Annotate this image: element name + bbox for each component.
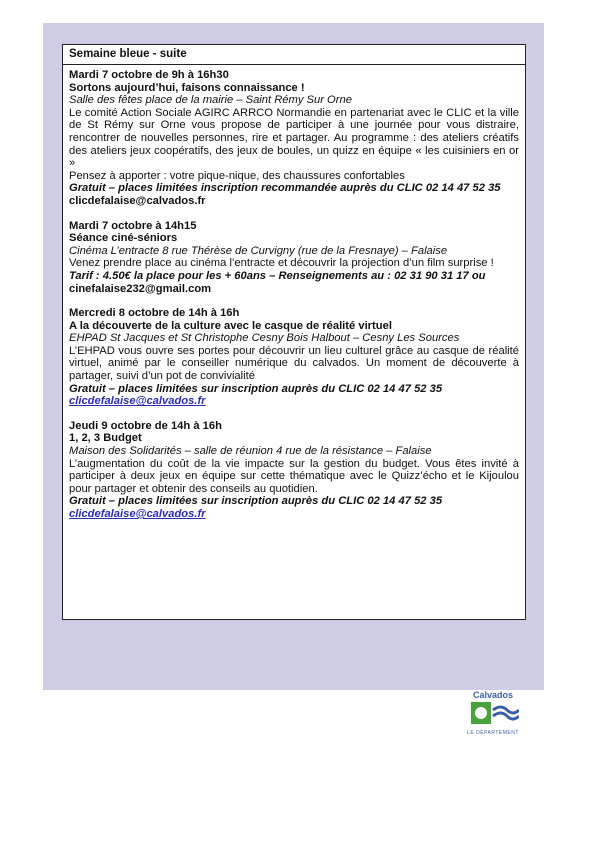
event-place: Cinéma L’entracte 8 rue Thérèse de Curvigny (rue de la Fresnaye) – Falaise — [69, 244, 448, 257]
event-info-text: Tarif : 4.50€ la place pour les + 60ans – Renseignements au : 02 31 90 31 17 ou — [69, 269, 486, 282]
event-date: Mardi 7 octobre de 9h à 16h30 — [69, 69, 229, 81]
logo-name: Calvados — [472, 690, 514, 700]
event-title: 1, 2, 3 Budget — [69, 432, 142, 445]
event-email: cinefalaise232@gmail.com — [69, 282, 212, 295]
program-box — [62, 44, 526, 620]
event-date: Mardi 7 octobre à 14h15 — [69, 219, 197, 232]
event-date: Jeudi 9 octobre de 14h à 16h — [69, 419, 222, 432]
event-title: A la découverte de la culture avec le casque de réalité virtuel — [69, 319, 392, 332]
event-description: L’augmentation du coût de la vie impacte sur la gestion du budget. Vous êtes invité à participer à deux jeux en équipe sur cette thématique avec le Quizz’écho et le Kijoulou pour partager et obtenir des conseils au quotidien. — [69, 457, 519, 495]
event-title: Séance ciné-séniors — [69, 232, 178, 245]
calvados-emblem-icon — [467, 701, 519, 725]
box-header: Semaine bleue - suite — [63, 45, 525, 65]
event-info-text: Gratuit – places limitées inscription recommandée auprès du CLIC 02 14 47 52 35 — [69, 182, 501, 195]
event-item — [69, 420, 519, 521]
event-extra: Pensez à apporter : votre pique-nique, des chaussures confortables — [69, 169, 405, 182]
event-email-link[interactable]: clicdefalaise@calvados.fr — [69, 508, 206, 520]
event-info: Gratuit – places limitées sur inscription auprès du CLIC 02 14 47 52 35 — [69, 382, 443, 395]
events-list — [63, 69, 525, 521]
event-item — [69, 307, 519, 408]
event-email: clicdefalaise@calvados.fr — [69, 194, 206, 207]
event-date: Mercredi 8 octobre de 14h à 16h — [69, 307, 240, 320]
event-description: Le comité Action Sociale AGIRC ARRCO Normandie en partenariat avec le CLIC et la ville de St Rémy sur Orne vous propose de participer à une journée pour vous distraire, rencontrer de nouvelles personnes, rire et partager. Au programme : des ateliers créatifs des ateliers jeux coopératifs, des jeux de boules, un quizz en équipe « les cuisiniers en or » — [69, 106, 519, 170]
event-item — [69, 220, 519, 296]
event-email-link[interactable]: clicdefalaise@calvados.fr — [69, 395, 206, 408]
event-info — [69, 270, 519, 295]
event-item — [69, 69, 519, 208]
event-place: EHPAD St Jacques et St Christophe Cesny Bois Halbout – Cesny Les Sources — [69, 332, 460, 345]
event-description: Venez prendre place au cinéma l’entracte et découvrir la projection d’un film surprise ! — [69, 257, 494, 270]
logo-subtitle: LE DÉPARTEMENT — [467, 730, 519, 736]
event-info: Gratuit – places limitées sur inscription auprès du CLIC 02 14 47 52 35 — [69, 495, 443, 508]
calvados-logo — [463, 690, 523, 736]
event-place: Maison des Solidarités – salle de réunion 4 rue de la résistance – Falaise — [69, 445, 432, 458]
event-description: L’EHPAD vous ouvre ses portes pour découvrir un lieu culturel grâce au casque de réalité virtuel, animé par le conseiller numérique du calvados. Un moment de découverte à partager, suivi d’un pot de convivialité — [69, 344, 519, 383]
event-info — [69, 182, 519, 207]
event-place: Salle des fêtes place de la mairie – Saint Rémy Sur Orne — [69, 94, 352, 107]
event-title: Sortons aujourd’hui, faisons connaissance ! — [69, 81, 305, 94]
